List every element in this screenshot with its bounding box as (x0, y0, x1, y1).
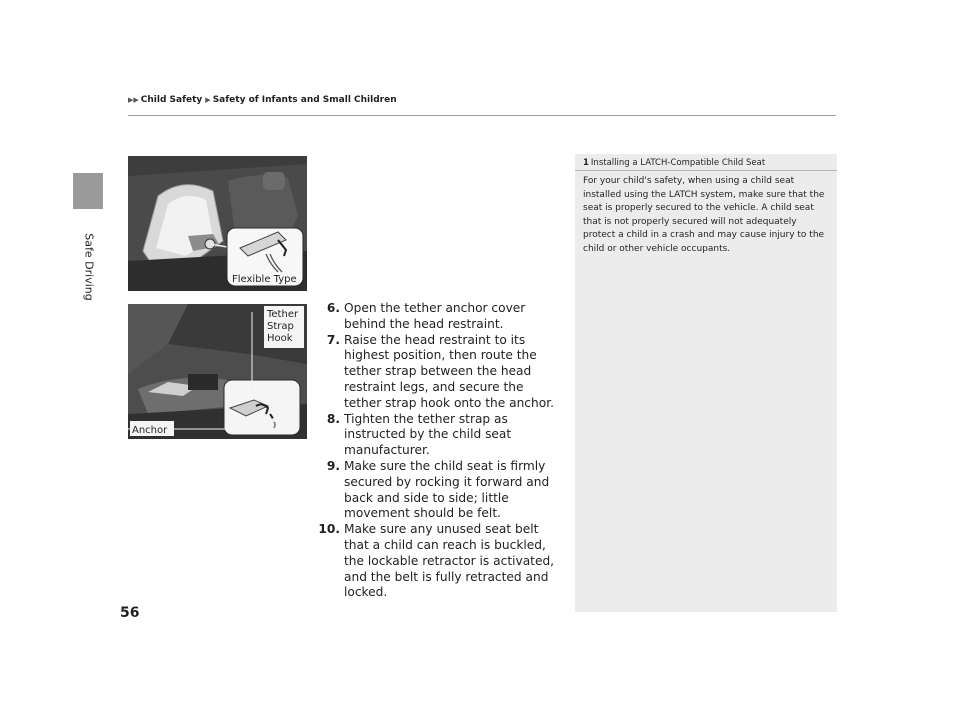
child-seat-latch-illustration (128, 156, 307, 291)
step-text: Tighten the tether strap as instructed by the child seat manufacturer. (344, 411, 512, 458)
page-number: 56 (120, 605, 140, 621)
step-number: 7. (326, 332, 340, 347)
step-number: 6. (326, 301, 340, 315)
breadcrumb-arrow-icon: ▶▶ (128, 96, 139, 104)
tether-label-1: Tether (267, 309, 299, 320)
step-item (310, 301, 560, 333)
note-ref-number: 1 (583, 158, 589, 168)
child-seat-illustration (128, 156, 307, 291)
step-item (310, 522, 560, 601)
anchor-label: Anchor (132, 425, 168, 436)
tether-anchor-illustration (128, 304, 307, 439)
step-item (310, 412, 560, 459)
step-text: Make sure any unused seat belt that a child can reach is buckled, the lockable retractor is activated, and the belt is fully retracted and locked. (344, 522, 555, 600)
step-text: Raise the head restraint to its highest position, then route the tether strap between the head restraint legs, and secure the tether strap hook onto the anchor. (344, 332, 554, 410)
note-title-text: Installing a LATCH-Compatible Child Seat (590, 158, 766, 168)
breadcrumb-arrow-icon: ▶ (205, 96, 211, 104)
note-divider (575, 170, 837, 171)
flexible-type-label: Flexible Type (232, 274, 297, 285)
step-item (310, 333, 560, 412)
tether-label-3: Hook (267, 333, 293, 344)
step-item (310, 459, 560, 522)
breadcrumb-page[interactable]: Safety of Infants and Small Children (212, 95, 397, 105)
step-number: 8. (326, 411, 340, 426)
tether-label-2: Strap (267, 321, 294, 332)
step-number: 10. (318, 522, 340, 537)
step-number: 9. (326, 458, 340, 473)
breadcrumb (128, 95, 397, 105)
section-tab-marker (73, 173, 103, 209)
tether-illustration (128, 304, 307, 439)
instruction-steps (310, 301, 560, 601)
header-divider (128, 115, 836, 116)
breadcrumb-section[interactable]: Child Safety (140, 95, 203, 105)
step-text: Make sure the child seat is firmly secured by rocking it forward and back and side to side; little movement should be felt. (344, 458, 550, 521)
side-note (575, 154, 837, 612)
section-label: Safe Driving (82, 233, 96, 301)
note-body: For your child's safety, when using a child seat installed using the LATCH system, make sure that the seat is properly secured to the vehicle. A child seat that is not properly secured will not adequately protect a child in a crash and may cause injury to the child or other vehicle occupants. (583, 176, 825, 254)
note-title (583, 158, 765, 168)
step-text: Open the tether anchor cover behind the head restraint. (344, 301, 526, 331)
